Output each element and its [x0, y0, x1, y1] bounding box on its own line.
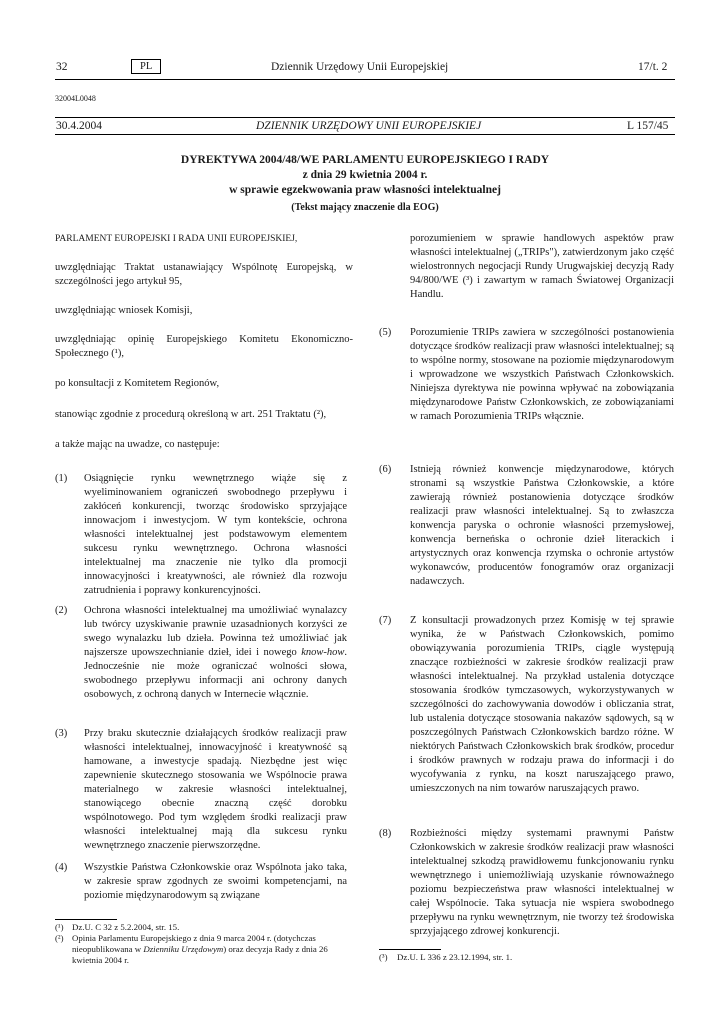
journal-name-caps: DZIENNIK URZĘDOWY UNII EUROPEJSKIEJ [256, 120, 482, 132]
recital-6-number: (6) [379, 464, 392, 475]
recitals-intro: a także mając na uwadze, co następuje: [55, 439, 220, 450]
page-number: 32 [56, 61, 68, 73]
document-code: 32004L0048 [55, 94, 96, 103]
recital-1-text: Osiągnięcie rynku wewnętrznego wiąże się z wyeliminowaniem ograniczeń swobodnego przepływu i zakłóceń konkurencji, tworząc środowisko sprzyjające innowacjom i inwestycjom. W tym kontekście, ochrona własności intelektualnej jest podstawowym elementem sukcesu rynku wewnętrznego. Ochrona własności intelektualnej ma znaczenie nie tylko dla promocji innowacyjności i kreatywności, ale również dla rozwoju zatrudnienia i poprawy konkurencyjności. [84, 473, 347, 596]
second-header-top-rule [55, 117, 675, 118]
title-line-3: w sprawie egzekwowania praw własności intelektualnej [229, 184, 501, 196]
footnote-3-number: (³) [379, 952, 388, 962]
recital-4-number: (4) [55, 862, 68, 873]
footnote-2-text: Opinia Parlamentu Europejskiego z dnia 9 marca 2004 r. (dotychczas nieopublikowana w Dzienniku Urzędowym) oraz decyzja Rady z dnia 26 kwietnia 2004 r. [72, 933, 328, 965]
recital-8-text: Rozbieżności między systemami prawnymi Państw Członkowskich w zakresie środków realizacji praw własności intelektualnej szkodzą prawidłowemu funkcjonowaniu rynku wewnętrznego i uniemożliwiają uzyskanie równoważnego poziomu bezpieczeństwa praw własności intelektualnej w całej Wspólnocie. Taka sytuacja nie wspiera swobodnego przepływu na rynku wewnętrznym, nie tworzy też środowiska sprzyjającego zdrowej konkurencji. [410, 828, 674, 937]
citation-treaty: uwzględniając Traktat ustanawiający Wspólnotę Europejską, w szczególności jego artykuł 95, [55, 262, 353, 287]
top-rule [55, 79, 675, 80]
journal-title: Dziennik Urzędowy Unii Europejskiej [271, 61, 449, 73]
journal-reference: L 157/45 [627, 120, 669, 132]
language-badge: PL [131, 59, 161, 74]
footnote-3-text: Dz.U. L 336 z 23.12.1994, str. 1. [397, 952, 513, 962]
title-line-1: DYREKTYWA 2004/48/WE PARLAMENTU EUROPEJSKIEGO I RADY [180, 154, 550, 166]
recital-4-continued: porozumieniem w sprawie handlowych aspektów praw własności intelektualnej („TRIPs"), zatwierdzonym jako część wielostronnych negocjacji Rundy Urugwajskiej decyzją Rady 94/800/WE (³) i zawartym w ramach Światowej Organizacji Handlu. [410, 233, 674, 300]
recital-3-text: Przy braku skutecznie działających środków realizacji praw własności intelektualnej, innowacyjność i kreatywność są hamowane, a inwestycje spadają. Niezbędne jest więc zapewnienie skutecznego stosowania we Wspólnocie prawa materialnego w zakresie własności intelektualnej, stanowiącego obecnie znaczną część dorobku wspólnotowego. Pod tym względem środki realizacji praw własności intelektualnej mają dla sukcesu rynku wewnętrznego znaczenie pierwszorzędne. [84, 728, 347, 851]
citation-procedure: stanowiąc zgodnie z procedurą określoną w art. 251 Traktatu (²), [55, 409, 327, 420]
recital-7-text: Z konsultacji prowadzonych przez Komisję w tej sprawie wynika, że w Państwach Członkowskich, pomimo obowiązywania porozumienia TRIPs, ciągle występują znaczące rozbieżności w zakresie środków realizacji praw własności intelektualnej. Na przykład ustalenia dotyczące stosowania środków tymczasowych, wykorzystywanych w szczególności do zachowywania dowodów i obliczania strat, lub ustalenia dotyczące stosowania nakazów sądowych, są w poszczególnych Państwach Członkowskich bardzo różne. W niektórych Państwach Członkowskich brak środków, procedur i środków prawnych w rodzaju prawa do informacji i do wycofywania z rynku, na koszt naruszającego prawo, umieszczonych na nim towarów naruszających prawo. [410, 615, 674, 794]
footnote-rule-left [55, 919, 117, 920]
recital-8-number: (8) [379, 828, 392, 839]
footnote-1-text: Dz.U. C 32 z 5.2.2004, str. 15. [72, 922, 180, 932]
publication-date: 30.4.2004 [56, 120, 102, 132]
citation-regions: po konsultacji z Komitetem Regionów, [55, 378, 220, 389]
document-title [55, 153, 675, 214]
footnote-2-number: (²) [55, 933, 64, 943]
recital-2-number: (2) [55, 605, 68, 616]
citation-commission: uwzględniając wniosek Komisji, [55, 305, 193, 316]
recital-2-text: Ochrona własności intelektualnej ma umożliwiać wynalazcy lub twórcy uzyskiwanie prawnie uzasadnionych korzyści ze swego wynalazku lub dzieła. Powinna też umożliwiać jak najszersze upowszechnianie dzieł, idei i nowego know-how. Jednocześnie nie może ograniczać wolności słowa, swobodnego przepływu informacji ani ochrony danych osobowych, z ochroną danych w Internecie włącznie. [84, 605, 347, 700]
intro-authority: PARLAMENT EUROPEJSKI I RADA UNII EUROPEJSKIEJ, [55, 234, 298, 244]
recital-5-text: Porozumienie TRIPs zawiera w szczególności postanowienia dotyczące środków realizacji praw własności intelektualnej; są to wspólne normy, stosowane na poziomie międzynarodowym i wprowadzone we wszystkich Państwach Członkowskich. Niniejsza dyrektywa nie powinna wpływać na zobowiązania międzynarodowe Państw Członkowskich, ze zobowiązaniami w ramach Porozumienia TRIPs włącznie. [410, 327, 674, 422]
second-header-bottom-rule [55, 134, 675, 135]
volume-number: 17/t. 2 [638, 61, 668, 73]
recital-6-text: Istnieją również konwencje międzynarodowe, których stronami są wszystkie Państwa Członkowskie, a które zawierają również postanowienia dotyczące środków realizacji praw własności intelektualnej. Są to zwłaszcza konwencja paryska o ochronie własności przemysłowej, konwencja berneńska o ochronie dzieł literackich i artystycznych oraz konwencja rzymska o ochronie artystów wykonawców, producentów fonogramów oraz organizacji nadawczych. [410, 464, 674, 587]
recital-3-number: (3) [55, 728, 68, 739]
recital-1-number: (1) [55, 473, 68, 484]
title-line-4: (Tekst mający znaczenie dla EOG) [291, 202, 439, 213]
title-line-2: z dnia 29 kwietnia 2004 r. [302, 169, 428, 181]
footnote-1-number: (¹) [55, 922, 64, 932]
footnote-rule-right [379, 949, 441, 950]
recital-7-number: (7) [379, 615, 392, 626]
citation-eesc: uwzględniając opinię Europejskiego Komitetu Ekonomiczno-Społecznego (¹), [55, 334, 353, 359]
recital-4-text: Wszystkie Państwa Członkowskie oraz Wspólnota jako taka, w zakresie spraw zgodnych ze swoimi kompetencjami, na poziomie międzynarodowym są związane [84, 862, 347, 901]
recital-5-number: (5) [379, 327, 392, 338]
